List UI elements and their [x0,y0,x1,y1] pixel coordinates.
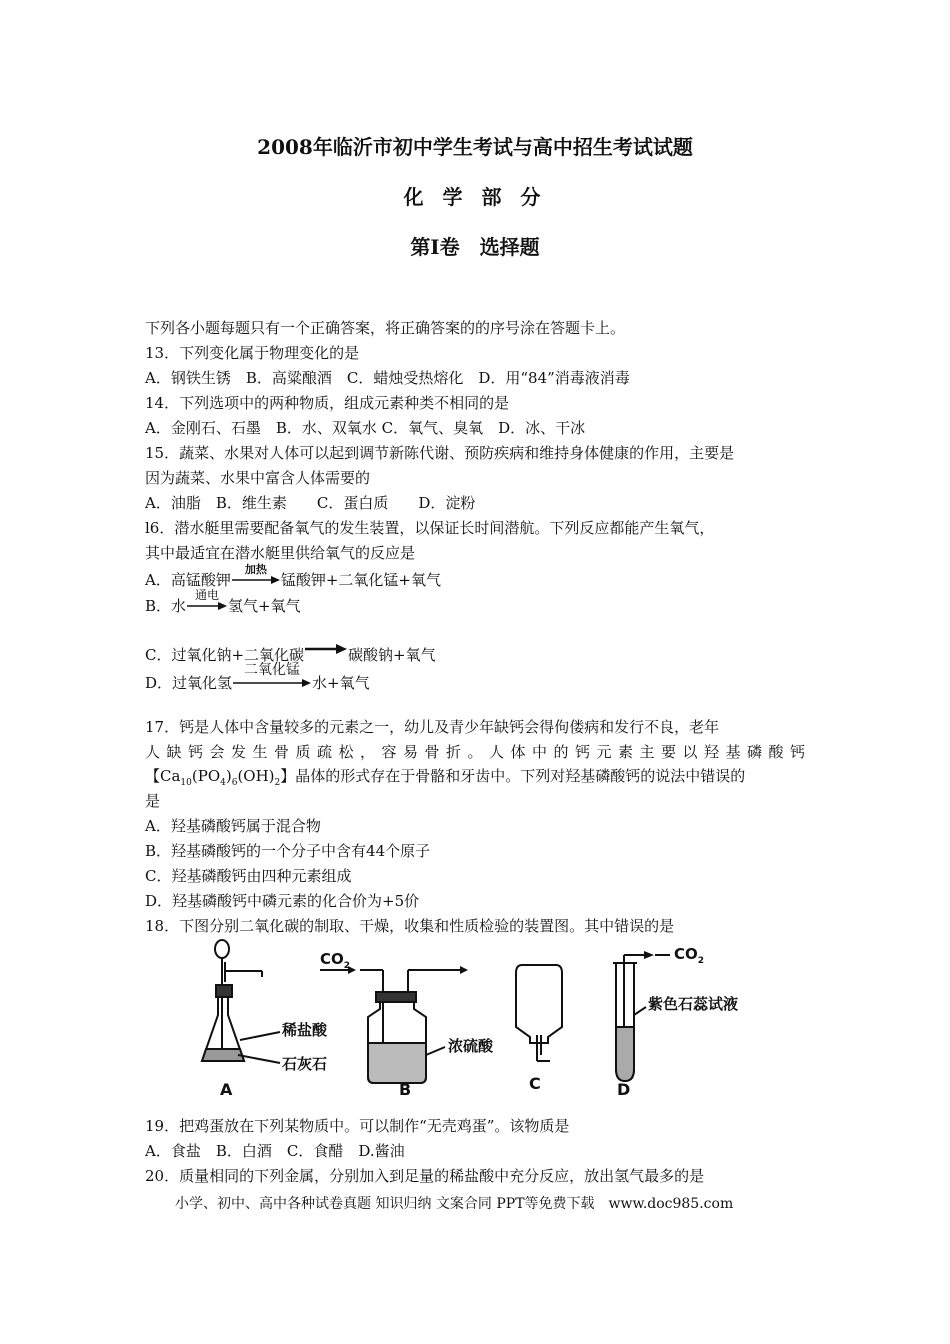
q16-d-condition: 二氧化锰 [244,662,301,678]
footer-watermark: 小学、初中、高中各种试卷真题 知识归纳 文案合同 PPT等免费下载 www.doc985.com [175,1196,734,1212]
q17-option-d: D．羟基磷酸钙中磷元素的化合价为+5价 [145,892,420,910]
q15-stem-line2: 因为蔬菜、水果中富含人体需要的 [145,469,371,487]
q16-stem-line1: l6．潜水艇里需要配备氧气的发生装置，以保证长时间潜航。下列反应都能产生氧气， [145,519,715,537]
reaction-arrow [231,563,281,585]
q13-options: A．钢铁生锈 B．高粱酿酒 C．蜡烛受热熔化 D．用“84”消毒液消毒 [145,369,630,387]
reaction-arrow [186,588,228,611]
hydroxyapatite-formula: 【$Ca_{10}(PO_4)_6(OH)_2$ [145,767,281,788]
label-litmus: 紫色石蕊试液 [648,995,739,1013]
q13-stem: 13．下列变化属于物理变化的是 [145,344,360,362]
reaction-arrow [304,644,348,656]
q15-options: A．油脂 B．维生素 C．蛋白质 D．淀粉 [145,494,476,512]
q16-stem-line2: 其中最适宜在潜水艇里供给氧气的反应是 [145,544,416,562]
label-conc-h2so4: 浓硫酸 [448,1037,494,1055]
q16-b-condition: 通电 [195,588,220,602]
q14-options: A．金刚石、石墨 B．水、双氧水 C．氧气、臭氧 D．冰、干冰 [145,419,586,437]
q19-options: A．食盐 B．白酒 C．食醋 D.酱油 [145,1142,405,1160]
arrow-icon [304,644,348,656]
label-limestone: 石灰石 [282,1055,328,1073]
q16-a-condition: 加热 [244,563,267,576]
q16-a-reactant: A．高锰酸钾 [145,571,231,589]
q20-stem: 20．质量相同的下列金属，分别加入到足量的稀盐酸中充分反应，放出氢气最多的是 [145,1167,705,1185]
q17-stem-line3: 】晶体的形式存在于骨骼和牙齿中。下列对羟基磷酸钙的说法中错误的 [280,767,746,785]
q16-c-reactant: C．过氧化钠+二氧化碳 [145,646,305,664]
q19-stem: 19．把鸡蛋放在下列某物质中。可以制作“无壳鸡蛋”。该物质是 [145,1117,570,1135]
q16-d-product: 水+氧气 [312,674,370,692]
apparatus-letter: C [529,1074,541,1093]
instruction-text: 下列各小题每题只有一个正确答案，将正确答案的的序号涂在答题卡上。 [145,319,626,337]
q17-stem-line1: 17．钙是人体中含量较多的元素之一，幼儿及青少年缺钙会得佝偻病和发行不良，老年 [145,718,720,736]
co2-label-b: $CO_2$ [320,950,351,971]
section-title: 第Ⅰ卷 选择题 [410,235,540,259]
q17-option-c: C．羟基磷酸钙由四种元素组成 [145,867,352,885]
q16-d-reactant: D．过氧化氢 [145,674,233,692]
q15-stem-line1: 15．蔬菜、水果对人体可以起到调节新陈代谢、预防疾病和维持身体健康的作用，主要是 [145,444,735,462]
apparatus-c [516,965,562,1061]
q14-stem: 14．下列选项中的两种物质，组成元素种类不相同的是 [145,394,510,412]
apparatus-letter: B [399,1080,412,1097]
q18-apparatus-figure [200,937,760,1097]
label-dilute-hcl: 稀盐酸 [282,1021,328,1039]
apparatus-d [613,951,670,1081]
q17-stem-line4: 是 [145,792,161,810]
subject-title: 化 学 部 分 [403,185,547,209]
apparatus-b [320,966,468,1083]
exam-title: 2008年临沂市初中学生考试与高中招生考试试题 [257,135,693,159]
q16-option-b [145,588,301,616]
co2-label-d: $CO_2$ [674,945,705,966]
apparatus-letter: A [220,1080,233,1097]
q16-c-product: 碳酸钠+氧气 [348,646,436,664]
q17-option-b: B．羟基磷酸钙的一个分子中含有44个原子 [145,842,431,860]
q16-b-reactant: B．水 [145,597,187,615]
q16-a-product: 锰酸钾+二氧化锰+氧气 [280,571,441,589]
q17-formula-line [145,766,745,793]
q16-option-d [145,662,370,693]
q16-b-product: 氢气+氧气 [228,597,301,615]
q17-stem-line2: 人缺钙会发生骨质疏松，容易骨折。人体中的钙元素主要以羟基磷酸钙 [145,743,805,761]
q17-option-a: A．羟基磷酸钙属于混合物 [145,817,321,835]
reaction-arrow [232,662,312,688]
q18-stem: 18．下图分别二氧化碳的制取、干燥，收集和性质检验的装置图。其中错误的是 [145,917,675,935]
apparatus-letter: D [617,1080,631,1097]
apparatus-a [202,940,280,1063]
